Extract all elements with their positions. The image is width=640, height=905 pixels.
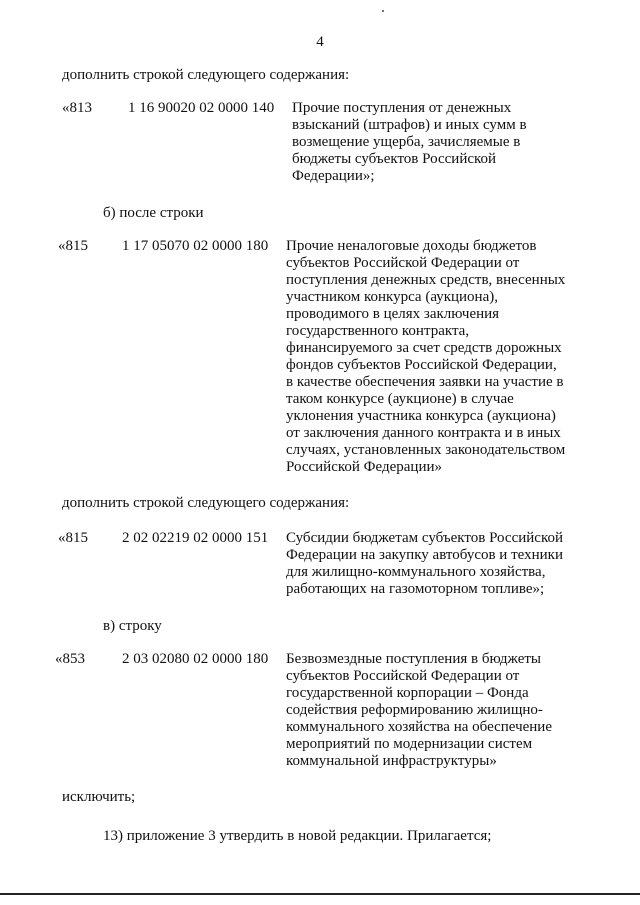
admin-code: «815 xyxy=(58,238,88,254)
kbk-code: 2 02 02219 02 0000 151 xyxy=(122,530,269,546)
entry-description xyxy=(286,530,576,598)
description-line: возмещение ущерба, зачисляемые в xyxy=(292,134,521,150)
entry-description xyxy=(286,651,576,770)
exclude-text: исключить; xyxy=(62,789,136,805)
bottom-rule xyxy=(0,893,640,895)
description-line: поступления денежных средств, внесенных xyxy=(286,272,566,288)
description-line: мероприятий по модернизации систем xyxy=(286,736,533,752)
entry-description xyxy=(286,238,576,476)
kbk-code: 1 16 90020 02 0000 140 xyxy=(128,100,275,116)
subitem-v: в) строку xyxy=(103,618,162,634)
description-line: уклонения участника конкурса (аукциона) xyxy=(286,408,556,424)
subitem-b: б) после строки xyxy=(103,205,204,221)
table-row-813 xyxy=(62,100,582,190)
entry-description xyxy=(292,100,582,185)
description-line: коммунального хозяйства на обеспечение xyxy=(286,719,552,735)
description-line: финансируемого за счет средств дорожных xyxy=(286,340,562,356)
kbk-code: 1 17 05070 02 0000 180 xyxy=(122,238,269,254)
description-line: случаях, установленных законодательством xyxy=(286,442,566,458)
description-line: государственного контракта, xyxy=(286,323,470,339)
description-line: таком конкурсе (аукционе) в случае xyxy=(286,391,514,407)
description-line: взысканий (штрафов) и иных сумм в xyxy=(292,117,527,133)
admin-code: «813 xyxy=(62,100,92,116)
admin-code: «853 xyxy=(55,651,85,667)
description-line: Безвозмездные поступления в бюджеты xyxy=(286,651,541,667)
admin-code: «815 xyxy=(58,530,88,546)
description-line: бюджеты субъектов Российской xyxy=(292,151,497,167)
table-row-853 xyxy=(55,651,590,773)
description-line: для жилищно-коммунального хозяйства, xyxy=(286,564,546,580)
table-row-815-a xyxy=(58,238,588,478)
description-line: проводимого в целях заключения xyxy=(286,306,500,322)
description-line: субъектов Российской Федерации от xyxy=(286,255,520,271)
description-line: Прочие поступления от денежных xyxy=(292,100,512,116)
description-line: Федерации»; xyxy=(292,168,375,184)
description-line: Российской Федерации» xyxy=(286,459,443,475)
item-13-text: 13) приложение 3 утвердить в новой редакции. Прилагается; xyxy=(103,828,492,844)
description-line: коммунальной инфраструктуры» xyxy=(286,753,497,769)
description-line: Прочие неналоговые доходы бюджетов xyxy=(286,238,537,254)
description-line: Субсидии бюджетам субъектов Российской xyxy=(286,530,563,546)
description-line: участником конкурса (аукциона), xyxy=(286,289,498,305)
description-line: работающих на газомоторном топливе»; xyxy=(286,581,545,597)
intro-text-1: дополнить строкой следующего содержания: xyxy=(62,67,350,83)
table-row-815-b xyxy=(58,530,588,602)
intro-text-2: дополнить строкой следующего содержания: xyxy=(62,495,350,511)
page-number: 4 xyxy=(316,34,324,50)
description-line: субъектов Российской Федерации от xyxy=(286,668,520,684)
scan-speck xyxy=(382,10,384,12)
description-line: в качестве обеспечения заявки на участие в xyxy=(286,374,564,390)
kbk-code: 2 03 02080 02 0000 180 xyxy=(122,651,269,667)
description-line: содействия реформированию жилищно- xyxy=(286,702,543,718)
description-line: от заключения данного контракта и в иных xyxy=(286,425,561,441)
description-line: Федерации на закупку автобусов и техники xyxy=(286,547,563,563)
description-line: фондов субъектов Российской Федерации, xyxy=(286,357,557,373)
description-line: государственной корпорации – Фонда xyxy=(286,685,529,701)
